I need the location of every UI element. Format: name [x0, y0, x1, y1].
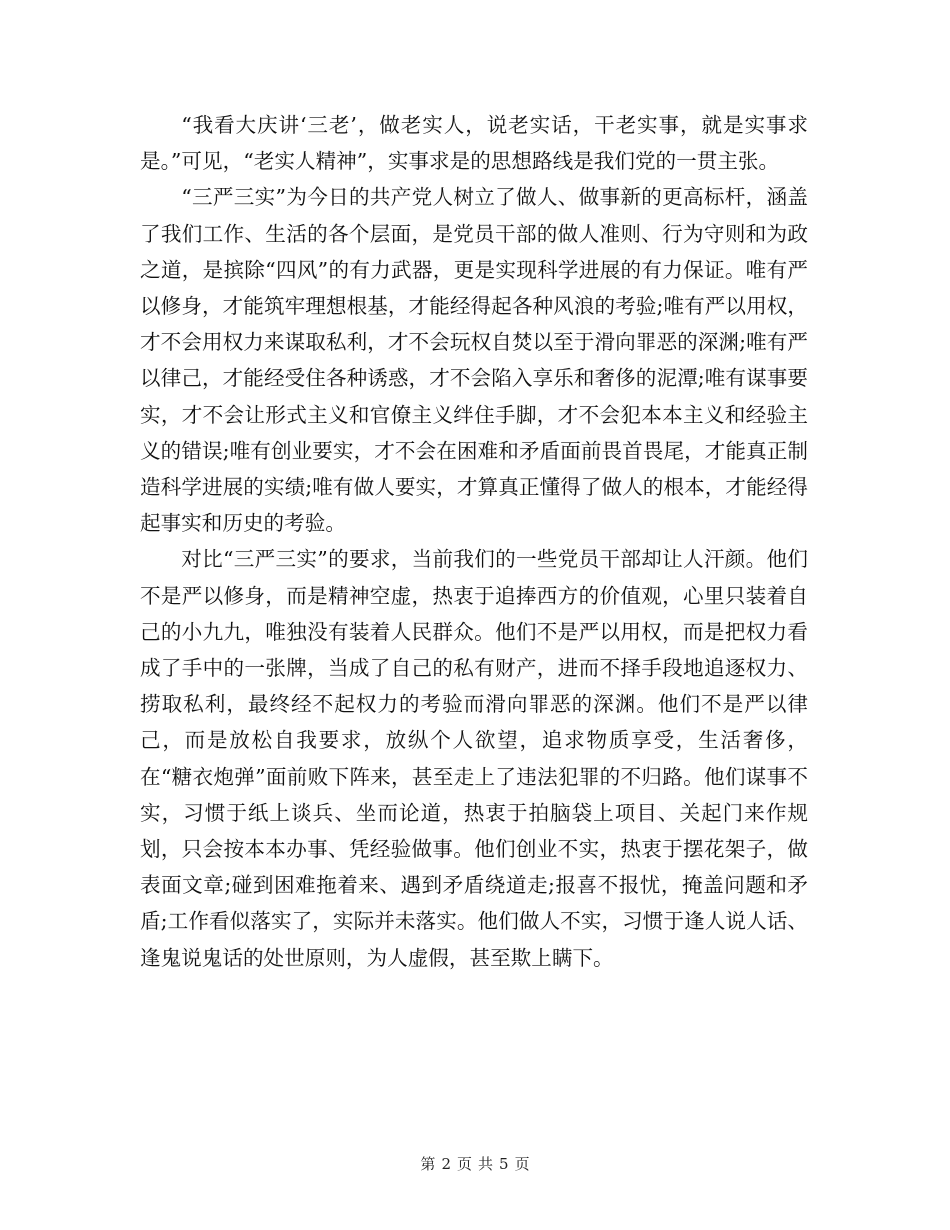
paragraph-1: “我看大庆讲‘三老’，做老实人，说老实话，干老实事，就是实事求是。”可见，“老实人精神”，实事求是的思想路线是我们党的一贯主张。: [140, 113, 808, 174]
footer-page-word: 页: [456, 1155, 472, 1173]
footer-total-pages: 5: [499, 1155, 509, 1173]
paragraph-3: 对比“三严三实”的要求，当前我们的一些党员干部却让人汗颜。他们不是严以修身，而是精神空虚，热衷于追捧西方的价值观，心里只装着自己的小九九，唯独没有装着人民群众。他们不是严以用权，而是把权力看成了手中的一张牌，当成了自己的私有财产，进而不择手段地追逐权力、捞取私利，最终经不起权力的考验而滑向罪恶的深渊。他们不是严以律己，而是放松自我要求，放纵个人欲望，追求物质享受，生活奢侈，在“糖衣炮弹”面前败下阵来，甚至走上了违法犯罪的不归路。他们谋事不实，习惯于纸上谈兵、坐而论道，热衷于拍脑袋上项目、关起门来作规划，只会按本本办事、凭经验做事。他们创业不实，热衷于摆花架子，做表面文章;碰到困难拖着来、遇到矛盾绕道走;报喜不报忧，掩盖问题和矛盾;工作看似落实了，实际并未落实。他们做人不实，习惯于逢人说人话、逢鬼说鬼话的处世原则，为人虚假，甚至欺上瞒下。: [140, 547, 808, 970]
document-body: [140, 107, 808, 976]
footer-suffix: 页: [514, 1155, 530, 1173]
footer-total-word: 共: [478, 1155, 494, 1173]
paragraph-2: “三严三实”为今日的共产党人树立了做人、做事新的更高标杆，涵盖了我们工作、生活的各个层面，是党员干部的做人准则、行为守则和为政之道，是摈除“四风”的有力武器，更是实现科学进展的有力保证。唯有严以修身，才能筑牢理想根基，才能经得起各种风浪的考验;唯有严以用权，才不会用权力来谋取私利，才不会玩权自焚以至于滑向罪恶的深渊;唯有严以律己，才能经受住各种诱惑，才不会陷入享乐和奢侈的泥潭;唯有谋事要实，才不会让形式主义和官僚主义绊住手脚，才不会犯本本主义和经验主义的错误;唯有创业要实，才不会在困难和矛盾面前畏首畏尾，才能真正制造科学进展的实绩;唯有做人要实，才算真正懂得了做人的根本，才能经得起事实和历史的考验。: [140, 185, 808, 536]
footer-current-page: 2: [441, 1155, 451, 1173]
footer-prefix: 第: [420, 1155, 436, 1173]
page-footer: [0, 1154, 950, 1174]
